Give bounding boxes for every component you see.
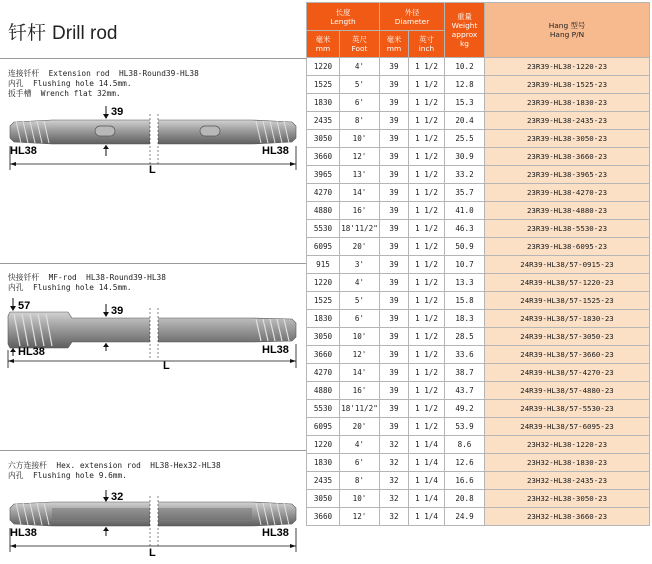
cell-length-mm: 3660 (307, 508, 340, 526)
cell-diameter-mm: 39 (380, 328, 409, 346)
cell-diameter-mm: 39 (380, 94, 409, 112)
extension-rod-diagram (0, 104, 306, 174)
cell-diameter-inch: 1 1/2 (409, 256, 445, 274)
length-label: L (149, 164, 156, 174)
cell-diameter-mm: 39 (380, 310, 409, 328)
divider (0, 58, 306, 59)
cell-length-mm: 1525 (307, 292, 340, 310)
table-row (307, 382, 650, 400)
header-mm (307, 31, 340, 58)
thread-label-left: HL38 (10, 145, 37, 157)
table-row (307, 508, 650, 526)
cell-diameter-mm: 39 (380, 112, 409, 130)
cell-weight: 33.6 (445, 346, 485, 364)
cell-length-mm: 1220 (307, 58, 340, 76)
cell-length-foot: 13' (340, 166, 380, 184)
cell-part-number: 24R39-HL38/57-4880-23 (485, 382, 650, 400)
cell-part-number: 24R39-HL38/57-5530-23 (485, 400, 650, 418)
section-3-description (8, 461, 221, 481)
cell-weight: 13.3 (445, 274, 485, 292)
header-inch-en: inch (418, 44, 435, 53)
cell-diameter-mm: 39 (380, 238, 409, 256)
cell-diameter-inch: 1 1/2 (409, 364, 445, 382)
cell-length-mm: 3965 (307, 166, 340, 184)
cell-length-foot: 6' (340, 94, 380, 112)
cell-diameter-mm: 32 (380, 472, 409, 490)
table-row (307, 454, 650, 472)
cell-weight: 18.3 (445, 310, 485, 328)
header-mm-cn: 毫米 (315, 35, 331, 44)
header-length-cn: 长度 (335, 7, 351, 17)
cell-diameter-inch: 1 1/2 (409, 274, 445, 292)
cell-length-mm: 4270 (307, 184, 340, 202)
desc-line: 扳手槽 Wrench flat 32mm. (8, 89, 121, 98)
cell-length-foot: 12' (340, 148, 380, 166)
header-length (307, 3, 380, 31)
cell-diameter-inch: 1 1/4 (409, 454, 445, 472)
cell-length-mm: 1220 (307, 436, 340, 454)
thread-label-left: HL38 (18, 346, 45, 358)
desc-line: 快接钎杆 MF-rod HL38-Round39-HL38 (8, 273, 166, 282)
desc-line: 内孔 Flushing hole 9.6mm. (8, 471, 127, 480)
cell-length-mm: 5530 (307, 400, 340, 418)
cell-diameter-inch: 1 1/2 (409, 238, 445, 256)
cell-weight: 8.6 (445, 436, 485, 454)
cell-length-mm: 6095 (307, 418, 340, 436)
header-dmm-en: mm (386, 44, 402, 53)
cell-length-foot: 10' (340, 130, 380, 148)
cell-part-number: 23R39-HL38-1220-23 (485, 58, 650, 76)
cell-weight: 15.8 (445, 292, 485, 310)
cell-diameter-mm: 39 (380, 256, 409, 274)
table-row (307, 364, 650, 382)
cell-weight: 35.7 (445, 184, 485, 202)
cell-weight: 50.9 (445, 238, 485, 256)
cell-part-number: 24R39-HL38/57-4270-23 (485, 364, 650, 382)
header-inch (409, 31, 445, 58)
cell-diameter-inch: 1 1/2 (409, 94, 445, 112)
header-diameter-mm (380, 31, 409, 58)
cell-part-number: 24R39-HL38/57-1525-23 (485, 292, 650, 310)
cell-weight: 28.5 (445, 328, 485, 346)
header-diameter-cn: 外径 (404, 7, 420, 17)
cell-diameter-inch: 1 1/2 (409, 328, 445, 346)
cell-diameter-mm: 32 (380, 436, 409, 454)
cell-weight: 12.8 (445, 76, 485, 94)
header-pn-line2: Hang P/N (549, 30, 585, 39)
cell-length-foot: 18'11/2" (340, 220, 380, 238)
cell-length-mm: 1830 (307, 310, 340, 328)
page-title (8, 18, 117, 45)
cell-length-mm: 2435 (307, 472, 340, 490)
cell-weight: 12.6 (445, 454, 485, 472)
cell-diameter-mm: 39 (380, 220, 409, 238)
cell-length-foot: 14' (340, 364, 380, 382)
cell-diameter-inch: 1 1/2 (409, 202, 445, 220)
header-mm-en: mm (315, 44, 331, 53)
cell-length-mm: 4880 (307, 202, 340, 220)
dim-label: 39 (111, 106, 124, 118)
cell-diameter-inch: 1 1/2 (409, 184, 445, 202)
cell-diameter-mm: 39 (380, 76, 409, 94)
cell-weight: 20.4 (445, 112, 485, 130)
cell-diameter-mm: 32 (380, 508, 409, 526)
table-row (307, 130, 650, 148)
cell-part-number: 23R39-HL38-1830-23 (485, 94, 650, 112)
dim-label: 32 (111, 491, 124, 503)
cell-diameter-mm: 32 (380, 454, 409, 472)
cell-part-number: 23H32-HL38-1830-23 (485, 454, 650, 472)
cell-weight: 15.3 (445, 94, 485, 112)
cell-part-number: 23H32-HL38-3660-23 (485, 508, 650, 526)
cell-length-mm: 3660 (307, 346, 340, 364)
cell-weight: 46.3 (445, 220, 485, 238)
table-row (307, 112, 650, 130)
cell-diameter-inch: 1 1/2 (409, 130, 445, 148)
cell-length-foot: 12' (340, 346, 380, 364)
cell-diameter-mm: 39 (380, 166, 409, 184)
header-pn-line1: Hang 型号 (548, 21, 586, 30)
cell-length-foot: 6' (340, 454, 380, 472)
table-row (307, 94, 650, 112)
dim-label-outer: 57 (18, 300, 31, 312)
cell-part-number: 24R39-HL38/57-1220-23 (485, 274, 650, 292)
cell-part-number: 23H32-HL38-3050-23 (485, 490, 650, 508)
header-foot-en: Foot (351, 44, 368, 53)
cell-length-foot: 20' (340, 238, 380, 256)
cell-diameter-inch: 1 1/4 (409, 436, 445, 454)
header-weight-en2: approx (451, 30, 478, 39)
cell-length-foot: 20' (340, 418, 380, 436)
cell-length-foot: 5' (340, 292, 380, 310)
cell-length-foot: 4' (340, 274, 380, 292)
cell-length-foot: 8' (340, 472, 380, 490)
cell-length-foot: 16' (340, 382, 380, 400)
cell-part-number: 23H32-HL38-1220-23 (485, 436, 650, 454)
cell-part-number: 23R39-HL38-4880-23 (485, 202, 650, 220)
cell-diameter-inch: 1 1/2 (409, 382, 445, 400)
table-row (307, 202, 650, 220)
title-cn: 钎杆 (8, 22, 47, 44)
cell-diameter-inch: 1 1/2 (409, 220, 445, 238)
cell-diameter-mm: 39 (380, 364, 409, 382)
cell-weight: 10.2 (445, 58, 485, 76)
cell-length-mm: 4270 (307, 364, 340, 382)
cell-part-number: 23R39-HL38-6095-23 (485, 238, 650, 256)
cell-diameter-mm: 32 (380, 490, 409, 508)
cell-part-number: 24R39-HL38/57-3660-23 (485, 346, 650, 364)
cell-length-mm: 1220 (307, 274, 340, 292)
desc-line: 内孔 Flushing hole 14.5mm. (8, 283, 132, 292)
cell-length-mm: 2435 (307, 112, 340, 130)
cell-diameter-inch: 1 1/2 (409, 166, 445, 184)
cell-part-number: 23R39-HL38-1525-23 (485, 76, 650, 94)
cell-diameter-inch: 1 1/2 (409, 148, 445, 166)
cell-length-foot: 3' (340, 256, 380, 274)
cell-length-mm: 3050 (307, 328, 340, 346)
cell-diameter-inch: 1 1/4 (409, 490, 445, 508)
title-en: Drill rod (52, 23, 118, 44)
cell-length-foot: 10' (340, 328, 380, 346)
table-row (307, 418, 650, 436)
divider (0, 263, 306, 264)
table-row (307, 436, 650, 454)
cell-diameter-mm: 39 (380, 418, 409, 436)
header-foot-cn: 英尺 (352, 35, 367, 44)
table-row (307, 238, 650, 256)
header-weight-en1: Weight (451, 21, 478, 30)
cell-part-number: 23R39-HL38-3660-23 (485, 148, 650, 166)
cell-diameter-inch: 1 1/2 (409, 112, 445, 130)
table-row (307, 274, 650, 292)
cell-length-foot: 6' (340, 310, 380, 328)
cell-length-mm: 3050 (307, 130, 340, 148)
cell-length-mm: 3050 (307, 490, 340, 508)
cell-diameter-mm: 39 (380, 184, 409, 202)
cell-length-foot: 12' (340, 508, 380, 526)
cell-weight: 24.9 (445, 508, 485, 526)
cell-length-mm: 1525 (307, 76, 340, 94)
cell-weight: 20.8 (445, 490, 485, 508)
thread-label-right: HL38 (262, 145, 289, 157)
cell-part-number: 24R39-HL38/57-3050-23 (485, 328, 650, 346)
cell-length-foot: 16' (340, 202, 380, 220)
header-foot (340, 31, 380, 58)
cell-part-number: 23R39-HL38-4270-23 (485, 184, 650, 202)
table-row (307, 328, 650, 346)
cell-diameter-mm: 39 (380, 148, 409, 166)
cell-length-foot: 4' (340, 58, 380, 76)
cell-part-number: 24R39-HL38/57-6095-23 (485, 418, 650, 436)
cell-weight: 53.9 (445, 418, 485, 436)
cell-length-foot: 5' (340, 76, 380, 94)
cell-diameter-mm: 39 (380, 58, 409, 76)
divider (0, 450, 306, 451)
cell-length-foot: 14' (340, 184, 380, 202)
cell-diameter-inch: 1 1/4 (409, 508, 445, 526)
cell-weight: 43.7 (445, 382, 485, 400)
cell-diameter-inch: 1 1/2 (409, 292, 445, 310)
dim-label: 39 (111, 305, 124, 317)
table-row (307, 400, 650, 418)
header-part-number (485, 3, 650, 58)
cell-length-mm: 1830 (307, 454, 340, 472)
cell-length-foot: 18'11/2" (340, 400, 380, 418)
table-row (307, 472, 650, 490)
cell-length-mm: 3660 (307, 148, 340, 166)
table-row (307, 256, 650, 274)
table-row (307, 490, 650, 508)
thread-label-right: HL38 (262, 527, 289, 539)
table-row (307, 184, 650, 202)
cell-part-number: 23R39-HL38-2435-23 (485, 112, 650, 130)
cell-weight: 49.2 (445, 400, 485, 418)
table-row (307, 166, 650, 184)
cell-length-mm: 6095 (307, 238, 340, 256)
cell-length-foot: 10' (340, 490, 380, 508)
cell-diameter-inch: 1 1/2 (409, 310, 445, 328)
table-row (307, 58, 650, 76)
table-row (307, 292, 650, 310)
cell-diameter-mm: 39 (380, 382, 409, 400)
cell-diameter-inch: 1 1/2 (409, 58, 445, 76)
section-2-description (8, 273, 166, 293)
mf-rod-diagram (0, 298, 306, 370)
desc-line: 连接钎杆 Extension rod HL38-Round39-HL38 (8, 69, 199, 78)
header-weight (445, 3, 485, 58)
cell-part-number: 24R39-HL38/57-1830-23 (485, 310, 650, 328)
cell-diameter-inch: 1 1/2 (409, 76, 445, 94)
thread-label-right: HL38 (262, 344, 289, 356)
header-diameter (380, 3, 445, 31)
header-weight-en3: kg (460, 39, 469, 48)
cell-diameter-mm: 39 (380, 346, 409, 364)
header-inch-cn: 英寸 (419, 35, 434, 44)
desc-line: 六方连接杆 Hex. extension rod HL38-Hex32-HL38 (8, 461, 221, 470)
left-panel (0, 0, 306, 564)
cell-length-mm: 1830 (307, 94, 340, 112)
cell-weight: 16.6 (445, 472, 485, 490)
cell-diameter-mm: 39 (380, 292, 409, 310)
cell-diameter-inch: 1 1/2 (409, 346, 445, 364)
cell-length-foot: 4' (340, 436, 380, 454)
cell-length-foot: 8' (340, 112, 380, 130)
cell-diameter-inch: 1 1/4 (409, 472, 445, 490)
cell-weight: 30.9 (445, 148, 485, 166)
length-label: L (163, 360, 170, 370)
section-1-description (8, 69, 199, 99)
thread-label-left: HL38 (10, 527, 37, 539)
header-dmm-cn: 毫米 (386, 35, 402, 44)
hex-rod-diagram (0, 488, 306, 560)
cell-diameter-inch: 1 1/2 (409, 418, 445, 436)
cell-length-mm: 5530 (307, 220, 340, 238)
cell-weight: 38.7 (445, 364, 485, 382)
cell-diameter-inch: 1 1/2 (409, 400, 445, 418)
cell-part-number: 23R39-HL38-3050-23 (485, 130, 650, 148)
cell-diameter-mm: 39 (380, 400, 409, 418)
table-row (307, 346, 650, 364)
cell-weight: 33.2 (445, 166, 485, 184)
table-row (307, 220, 650, 238)
cell-diameter-mm: 39 (380, 130, 409, 148)
spec-table (306, 2, 650, 526)
cell-weight: 10.7 (445, 256, 485, 274)
cell-length-mm: 915 (307, 256, 340, 274)
spec-table-body (307, 58, 650, 526)
cell-diameter-mm: 39 (380, 202, 409, 220)
cell-weight: 25.5 (445, 130, 485, 148)
cell-length-mm: 4880 (307, 382, 340, 400)
header-diameter-en: Diameter (394, 16, 430, 26)
cell-part-number: 23H32-HL38-2435-23 (485, 472, 650, 490)
table-row (307, 310, 650, 328)
header-length-en: Length (330, 16, 356, 26)
table-row (307, 148, 650, 166)
cell-diameter-mm: 39 (380, 274, 409, 292)
length-label: L (149, 547, 156, 559)
table-row (307, 76, 650, 94)
cell-part-number: 24R39-HL38/57-0915-23 (485, 256, 650, 274)
cell-part-number: 23R39-HL38-3965-23 (485, 166, 650, 184)
cell-part-number: 23R39-HL38-5530-23 (485, 220, 650, 238)
header-weight-cn: 重量 (457, 12, 472, 21)
cell-weight: 41.0 (445, 202, 485, 220)
desc-line: 内孔 Flushing hole 14.5mm. (8, 79, 132, 88)
